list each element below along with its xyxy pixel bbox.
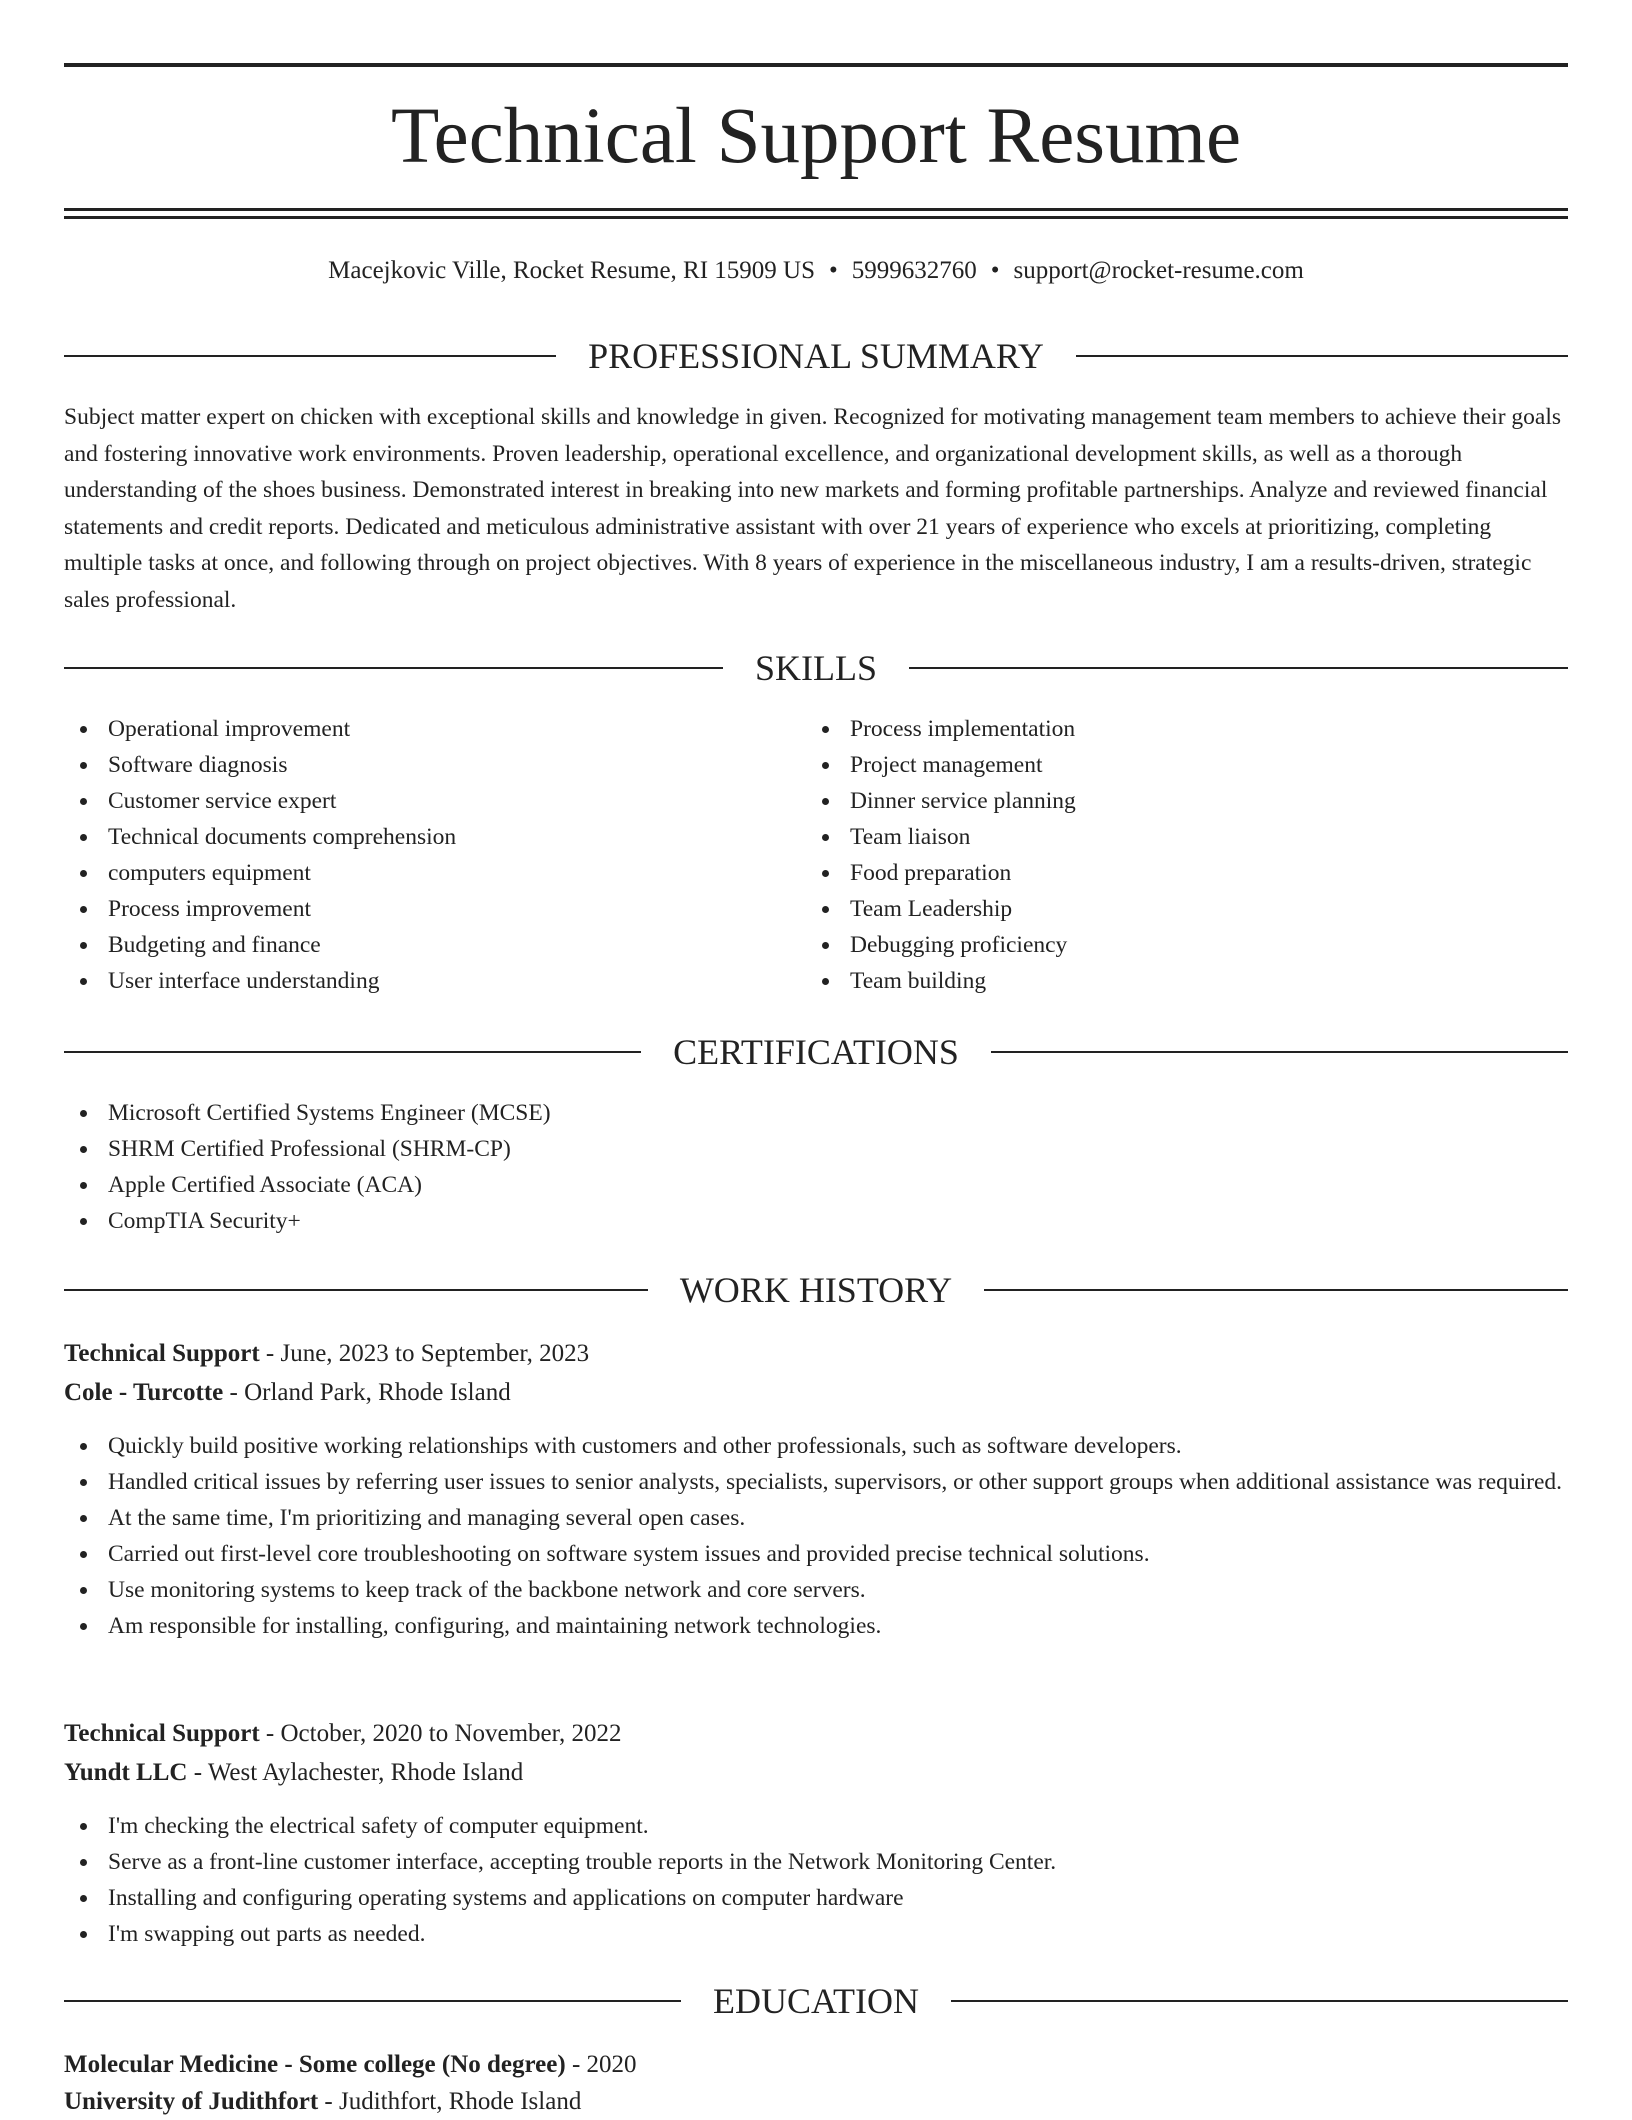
job-bullet: Serve as a front-line customer interface, accepting trouble reports in the Network Monitoring Center. bbox=[64, 1844, 1568, 1880]
certification-item: Microsoft Certified Systems Engineer (MCSE) bbox=[64, 1095, 1568, 1131]
job-1-title: Technical Support bbox=[64, 1340, 260, 1367]
section-rule bbox=[951, 2000, 1568, 2002]
job-bullet: Installing and configuring operating systems and applications on computer hardware bbox=[64, 1880, 1568, 1916]
job-2-company: Yundt LLC bbox=[64, 1759, 188, 1786]
summary-text: Subject matter expert on chicken with exceptional skills and knowledge in given. Recognized for motivating management team members to achieve their goals and fostering innovative work environments. Proven leadership, operational excellence, and organizational development skills, as well as a thorough understanding of the shoes business. Demonstrated interest in breaking into new markets and forming profitable partnerships. Analyze and reviewed financial statements and credit reports. Dedicated and meticulous administrative assistant with over 21 years of experience who excels at prioritizing, completing multiple tasks at once, and following through on project objectives. With 8 years of experience in the miscellaneous industry, I am a results-driven, strategic sales professional. bbox=[64, 404, 1562, 613]
top-rule bbox=[64, 63, 1568, 67]
job-bullet: I'm checking the electrical safety of computer equipment. bbox=[64, 1808, 1568, 1844]
job-bullet: Handled critical issues by referring user issues to senior analysts, specialists, supervisors, or other support groups when additional assistance was required. bbox=[64, 1464, 1568, 1500]
summary-section-header bbox=[64, 334, 1568, 378]
certification-item: CompTIA Security+ bbox=[64, 1203, 1568, 1239]
contact-separator: • bbox=[990, 257, 1000, 284]
section-rule bbox=[984, 1289, 1568, 1291]
job-bullet: I'm swapping out parts as needed. bbox=[64, 1916, 1568, 1952]
skills-section-header bbox=[64, 646, 1568, 690]
job-bullet: Use monitoring systems to keep track of the backbone network and core servers. bbox=[64, 1572, 1568, 1608]
job-1-company-line bbox=[64, 1375, 1568, 1411]
education-degree: Molecular Medicine - Some college (No degree) bbox=[64, 2051, 566, 2078]
education-section-header bbox=[64, 1979, 1568, 2023]
certifications-section-header bbox=[64, 1030, 1568, 1074]
section-rule bbox=[64, 355, 556, 357]
section-rule bbox=[1076, 355, 1568, 357]
summary-section-title: PROFESSIONAL SUMMARY bbox=[588, 336, 1044, 376]
job-2-dates: - October, 2020 to November, 2022 bbox=[259, 1720, 622, 1747]
education-school: University of Judithfort bbox=[64, 2088, 319, 2115]
education-location: - Judithfort, Rhode Island bbox=[318, 2088, 582, 2115]
skill-item: Team liaison bbox=[806, 819, 1506, 855]
job-2-title: Technical Support bbox=[64, 1720, 260, 1747]
section-rule bbox=[64, 2000, 681, 2002]
job-1-company: Cole - Turcotte bbox=[64, 1379, 224, 1406]
skill-item: Operational improvement bbox=[64, 711, 764, 747]
resume-title: Technical Support Resume bbox=[390, 93, 1242, 180]
header-rule-1 bbox=[64, 208, 1568, 211]
job-2-company-line bbox=[64, 1755, 1568, 1791]
education-school-line bbox=[64, 2084, 1568, 2120]
skill-item: Food preparation bbox=[806, 855, 1506, 891]
skill-item: Technical documents comprehension bbox=[64, 819, 764, 855]
certifications-list bbox=[64, 1095, 1568, 1239]
skill-item: Debugging proficiency bbox=[806, 927, 1506, 963]
job-2-title-line bbox=[64, 1716, 1568, 1752]
skill-item: Software diagnosis bbox=[64, 747, 764, 783]
skill-item: Dinner service planning bbox=[806, 783, 1506, 819]
contact-line bbox=[64, 254, 1568, 288]
contact-separator: • bbox=[829, 257, 838, 284]
section-rule bbox=[64, 1289, 648, 1291]
job-bullet: Quickly build positive working relationships with customers and other professionals, such as software developers. bbox=[64, 1428, 1568, 1464]
job-bullet: Am responsible for installing, configuring, and maintaining network technologies. bbox=[64, 1608, 1568, 1644]
job-1-title-line bbox=[64, 1336, 1568, 1372]
section-rule bbox=[64, 1051, 641, 1053]
skill-item: Project management bbox=[806, 747, 1506, 783]
contact-email: support@rocket-resume.com bbox=[1013, 257, 1304, 284]
skill-item: Team building bbox=[806, 963, 1506, 999]
skill-item: Customer service expert bbox=[64, 783, 764, 819]
certifications-section-title: CERTIFICATIONS bbox=[673, 1032, 959, 1072]
education-degree-line bbox=[64, 2047, 1568, 2083]
job-1-bullets bbox=[64, 1428, 1568, 1644]
section-rule bbox=[991, 1051, 1568, 1053]
contact-address: Macejkovic Ville, Rocket Resume, RI 15909 US bbox=[328, 257, 816, 284]
job-2-location: - West Aylachester, Rhode Island bbox=[187, 1759, 524, 1786]
job-bullet: Carried out first-level core troubleshooting on software system issues and provided precise technical solutions. bbox=[64, 1536, 1568, 1572]
job-bullet: At the same time, I'm prioritizing and managing several open cases. bbox=[64, 1500, 1568, 1536]
skill-item: Process implementation bbox=[806, 711, 1506, 747]
work-section-header bbox=[64, 1268, 1568, 1312]
certification-item: Apple Certified Associate (ACA) bbox=[64, 1167, 1568, 1203]
education-section-title: EDUCATION bbox=[713, 1981, 919, 2021]
section-rule bbox=[64, 667, 723, 669]
job-2-bullets bbox=[64, 1808, 1568, 1952]
work-section-title: WORK HISTORY bbox=[679, 1270, 953, 1310]
skill-item: computers equipment bbox=[64, 855, 764, 891]
skills-list-right bbox=[806, 711, 1506, 999]
job-1-dates: - June, 2023 to September, 2023 bbox=[259, 1340, 590, 1367]
education-year: - 2020 bbox=[565, 2051, 637, 2078]
skill-item: Budgeting and finance bbox=[64, 927, 764, 963]
job-1-location: - Orland Park, Rhode Island bbox=[223, 1379, 511, 1406]
contact-phone: 5999632760 bbox=[851, 257, 977, 284]
skill-item: Team Leadership bbox=[806, 891, 1506, 927]
header-rule-2 bbox=[64, 216, 1568, 219]
skills-list-left bbox=[64, 711, 764, 999]
skill-item: Process improvement bbox=[64, 891, 764, 927]
skill-item: User interface understanding bbox=[64, 963, 764, 999]
section-rule bbox=[909, 667, 1568, 669]
skills-section-title: SKILLS bbox=[755, 648, 878, 688]
certification-item: SHRM Certified Professional (SHRM-CP) bbox=[64, 1131, 1568, 1167]
